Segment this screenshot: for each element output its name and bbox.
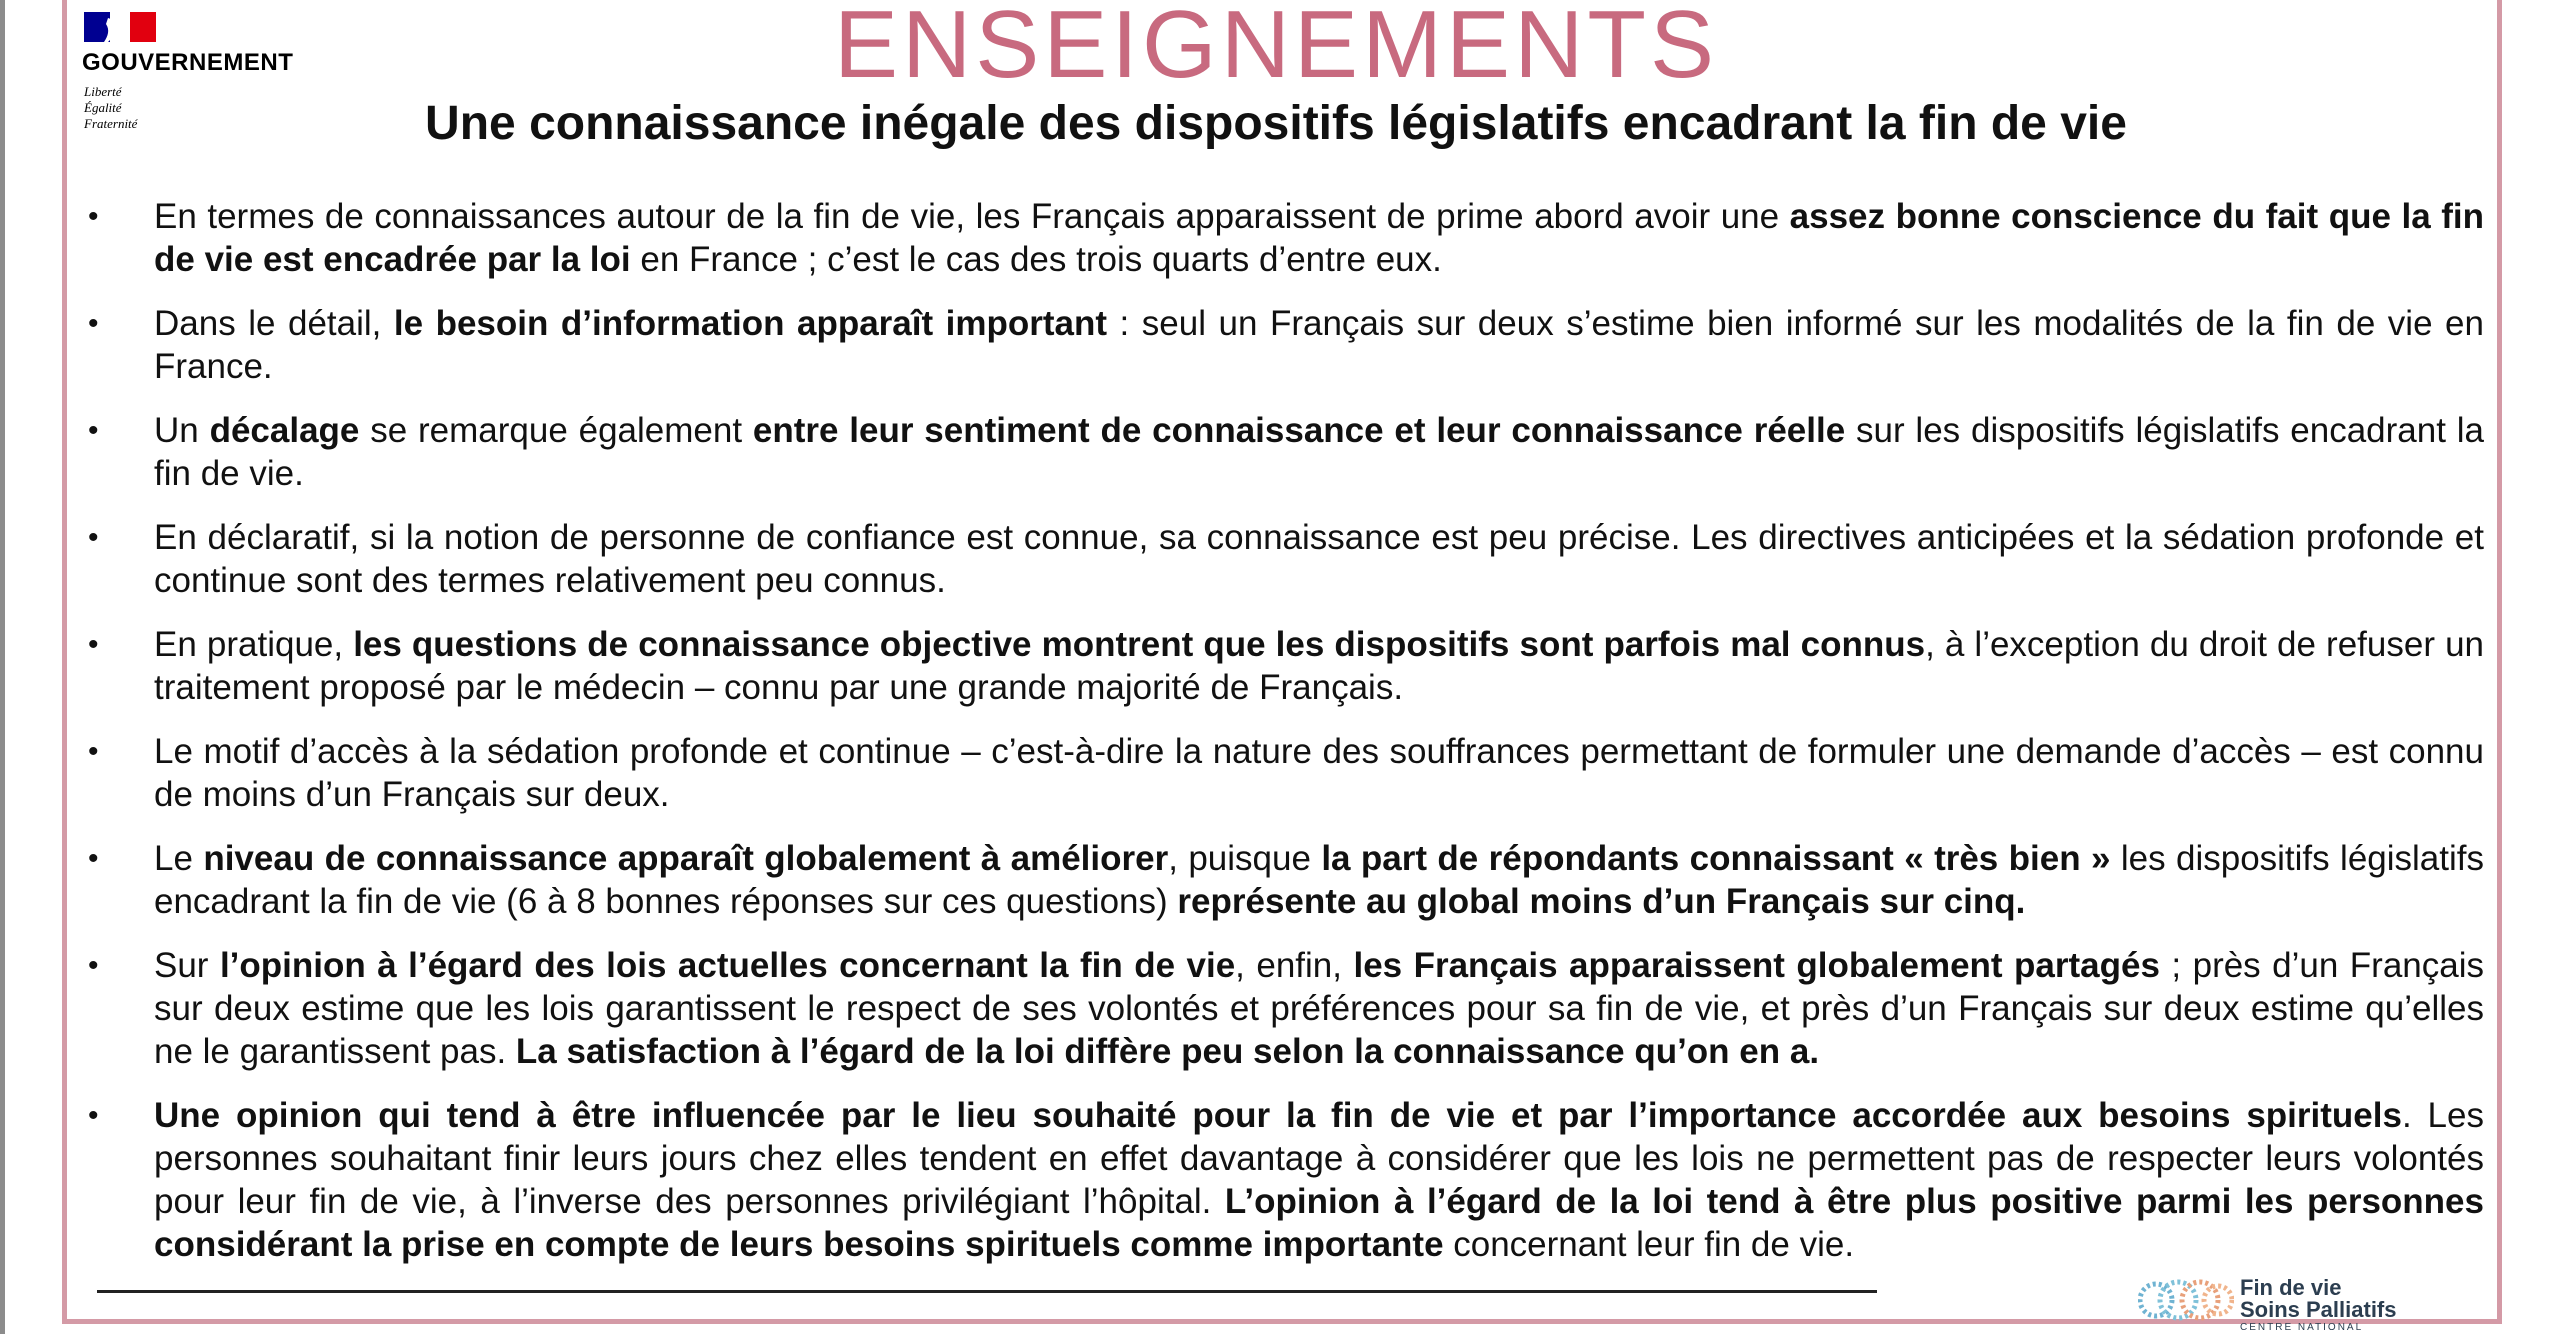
bottom-divider	[97, 1290, 1877, 1293]
bullet-icon: •	[88, 414, 99, 447]
finding-text: Sur	[154, 946, 220, 985]
finding-emphasis: la part de répondants connaissant « très bien »	[1321, 839, 2111, 878]
finding-text: sur les dispositifs législatifs encadrant la fin de vie.	[154, 411, 2484, 493]
finding-item	[88, 1094, 2484, 1266]
finding-item	[88, 409, 2484, 495]
finding-text: En pratique,	[154, 625, 354, 664]
finding-text: : seul un Français sur deux s’estime bien informé sur les modalités de la fin de vie en France.	[154, 304, 2484, 386]
finding-emphasis: La satisfaction à l’égard de la loi diffère peu selon la connaissance qu’on en a.	[515, 1032, 1820, 1071]
bullet-icon: •	[88, 307, 99, 340]
government-name: GOUVERNEMENT	[82, 49, 294, 76]
bullet-icon: •	[88, 949, 99, 982]
finding-text: En déclaratif, si la notion de personne de confiance est connue, sa connaissance est peu précise. Les directives anticipées et la sédation profonde et continue sont des termes relativement peu connus.	[154, 518, 2484, 600]
motto-liberte: Liberté	[84, 84, 122, 99]
finding-emphasis: assez bonne conscience du fait que la fin de vie est encadrée par la loi	[154, 197, 2484, 279]
bullet-icon: •	[88, 628, 99, 661]
finding-text: , à l’exception du droit de refuser un traitement proposé par le médecin – connu par une grande majorité de Français.	[154, 625, 2485, 707]
finding-text: en France ; c’est le cas des trois quarts d’entre eux.	[630, 240, 1442, 279]
finding-emphasis: Une opinion qui tend à être influencée par le lieu souhaité pour la fin de vie et par l’importance accordée aux besoins spirituels	[154, 1096, 2402, 1135]
finding-emphasis: représente au global moins d’un Français sur cinq.	[1177, 882, 2026, 921]
finding-text: En termes de connaissances autour de la fin de vie, les Français apparaissent de prime abord avoir une	[154, 197, 1790, 236]
finding-emphasis: décalage	[209, 411, 360, 450]
finding-text: . Les personnes souhaitant finir leurs jours chez elles tendent en effet davantage à considérer que les lois ne permettent pas de respecter leurs volontés pour leur fin de vie, à l’inverse des personnes privilégiant l’hôpital.	[154, 1096, 2484, 1221]
finding-emphasis: les Français apparaissent globalement partagés	[1353, 946, 2160, 985]
bullet-icon: •	[88, 735, 99, 768]
left-edge-rule	[0, 0, 5, 1334]
finding-emphasis: les questions de connaissance objective montrent que les dispositifs sont parfois mal connus	[353, 625, 1926, 664]
fin-de-vie-logo-line2: Soins Palliatifs	[2240, 1297, 2397, 1322]
motto-egalite: Égalité	[84, 100, 122, 115]
page-subtitle: Une connaissance inégale des dispositifs législatifs encadrant la fin de vie	[425, 97, 2127, 150]
finding-text: Le	[154, 839, 204, 878]
finding-item	[88, 195, 2484, 281]
fin-de-vie-logo-line1: Fin de vie	[2240, 1275, 2342, 1300]
finding-emphasis: entre leur sentiment de connaissance et leur connaissance réelle	[752, 411, 1846, 450]
bullet-icon: •	[88, 200, 99, 233]
motto-fraternite: Fraternité	[84, 116, 138, 131]
bullet-icon: •	[88, 521, 99, 554]
bullet-icon: •	[88, 842, 99, 875]
findings-list	[88, 195, 2484, 1287]
finding-item	[88, 302, 2484, 388]
finding-text: Le motif d’accès à la sédation profonde et continue – c’est-à-dire la nature des souffrances permettant de formuler une demande d’accès – est connu de moins d’un Français sur deux.	[154, 732, 2484, 814]
finding-text: ; près d’un Français sur deux estime que les lois garantissent le respect de ses volontés et préférences pour sa fin de vie, et près d’un Français sur deux estime qu’elles ne le garantissent pas.	[154, 946, 2485, 1071]
finding-text: se remarque également	[359, 411, 753, 450]
finding-text: concernant leur fin de vie.	[1443, 1225, 1855, 1264]
finding-text: , puisque	[1168, 839, 1322, 878]
finding-item	[88, 516, 2484, 602]
bullet-icon: •	[88, 1099, 99, 1132]
finding-emphasis: l’opinion à l’égard des lois actuelles concernant la fin de vie	[219, 946, 1236, 985]
fin-de-vie-mark-icon	[2138, 1272, 2234, 1328]
page-title: ENSEIGNEMENTS	[833, 0, 1719, 98]
finding-text: , enfin,	[1235, 946, 1354, 985]
fin-de-vie-logo-line3: CENTRE NATIONAL	[2240, 1322, 2364, 1333]
finding-item	[88, 730, 2484, 816]
finding-emphasis: L’opinion à l’égard de la loi tend à être plus positive parmi les personnes considérant la prise en compte de leurs besoins spirituels comme importante	[154, 1182, 2484, 1264]
fin-de-vie-logo	[2138, 1266, 2418, 1334]
finding-text: les dispositifs législatifs encadrant la fin de vie (6 à 8 bonnes réponses sur ces questions)	[154, 839, 2484, 921]
finding-text: Dans le détail,	[154, 304, 394, 343]
finding-item	[88, 837, 2484, 923]
finding-text: Un	[154, 411, 210, 450]
finding-item	[88, 623, 2484, 709]
finding-emphasis: niveau de connaissance apparaît globalement à améliorer	[203, 839, 1169, 878]
finding-emphasis: le besoin d’information apparaît important	[393, 304, 1108, 343]
finding-item	[88, 944, 2484, 1073]
